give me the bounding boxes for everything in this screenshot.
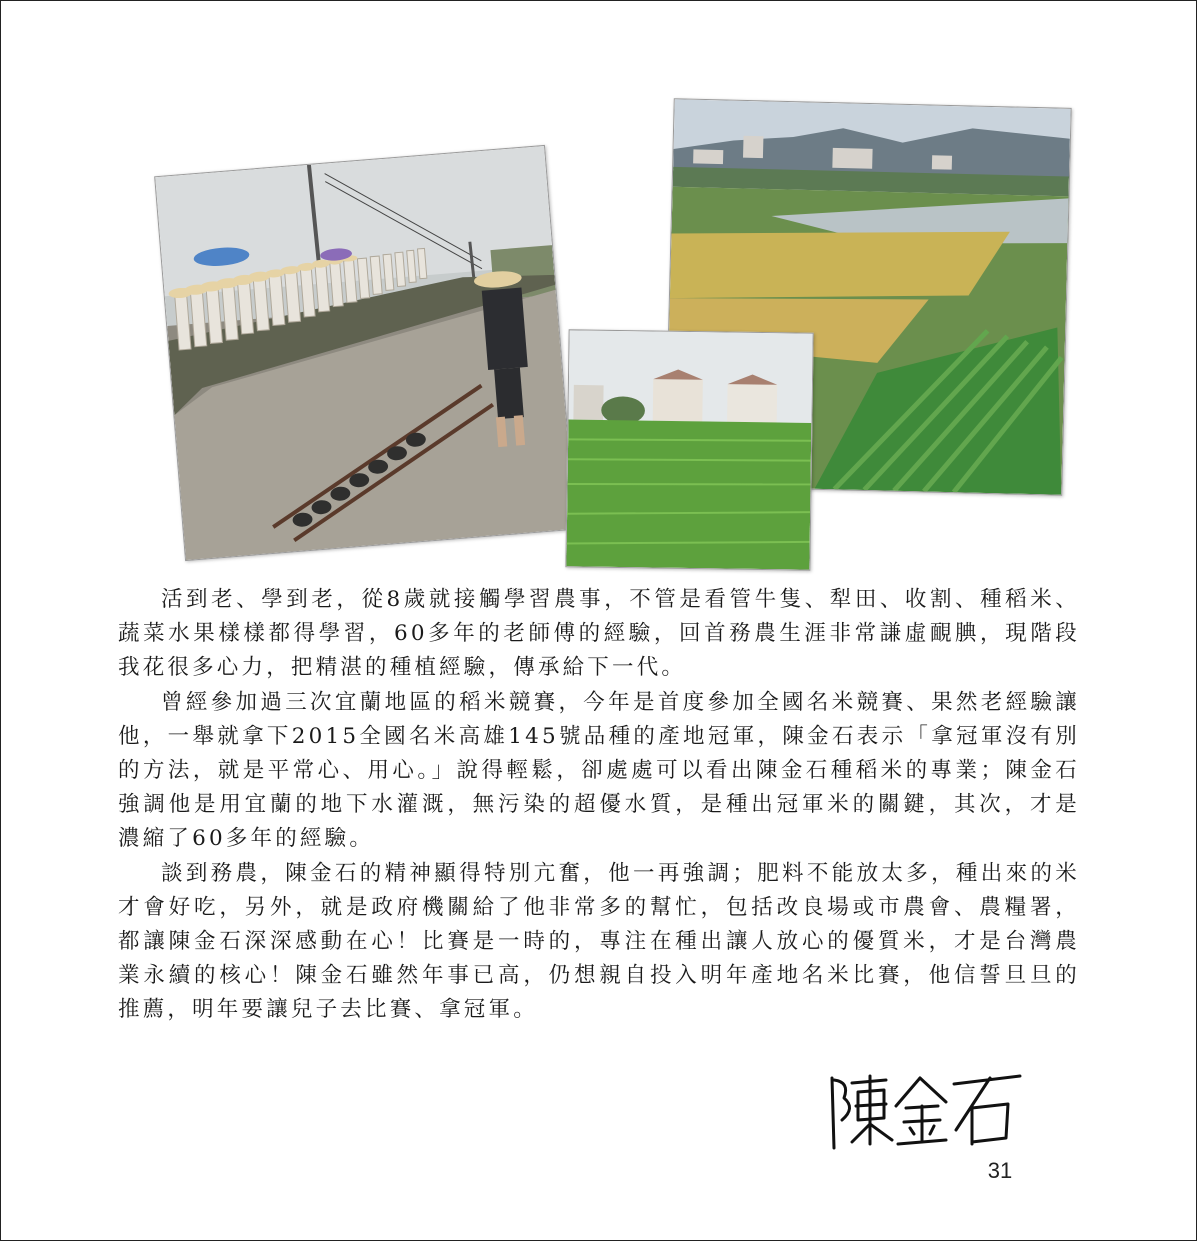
paragraph: 活到老、學到老，從8歲就接觸學習農事，不管是看管牛隻、犁田、收割、種稻米、蔬菜水果樣樣都得學習，60多年的老師傅的經驗，回首務農生涯非常謙虛靦腆，現階段我花很多心力，把精湛的種植經驗，傳承給下一代。 bbox=[118, 587, 1080, 681]
article-body bbox=[118, 583, 1080, 1028]
paragraph: 曾經參加過三次宜蘭地區的稻米競賽，今年是首度參加全國名米競賽、果然老經驗讓他，一舉就拿下2015全國名米高雄145號品種的產地冠軍，陳金石表示「拿冠軍沒有別的方法，就是平常心、用心。」說得輕鬆，卻處處可以看出陳金石種稻米的專業；陳金石強調他是用宜蘭的地下水灌溉，無污染的超優水質，是種出冠軍米的關鍵，其次，才是濃縮了60多年的經驗。 bbox=[118, 689, 1080, 852]
paragraph: 談到務農，陳金石的精神顯得特別亢奮，他一再強調；肥料不能放太多，種出來的米才會好吃，另外，就是政府機關給了他非常多的幫忙，包括改良場或市農會、農糧署，都讓陳金石深深感動在心！比賽是一時的，專注在種出讓人放心的優質米，才是台灣農業永續的核心！陳金石雖然年事已高，仍想親自投入明年產地名米比賽，他信誓旦旦的推薦，明年要讓兒子去比賽、拿冠軍。 bbox=[118, 860, 1080, 1023]
photo-farmer-plowing bbox=[154, 145, 576, 561]
page-number: 31 bbox=[987, 1158, 1013, 1183]
handwritten-signature bbox=[822, 1068, 1027, 1152]
photo-green-rice-field bbox=[565, 329, 813, 570]
